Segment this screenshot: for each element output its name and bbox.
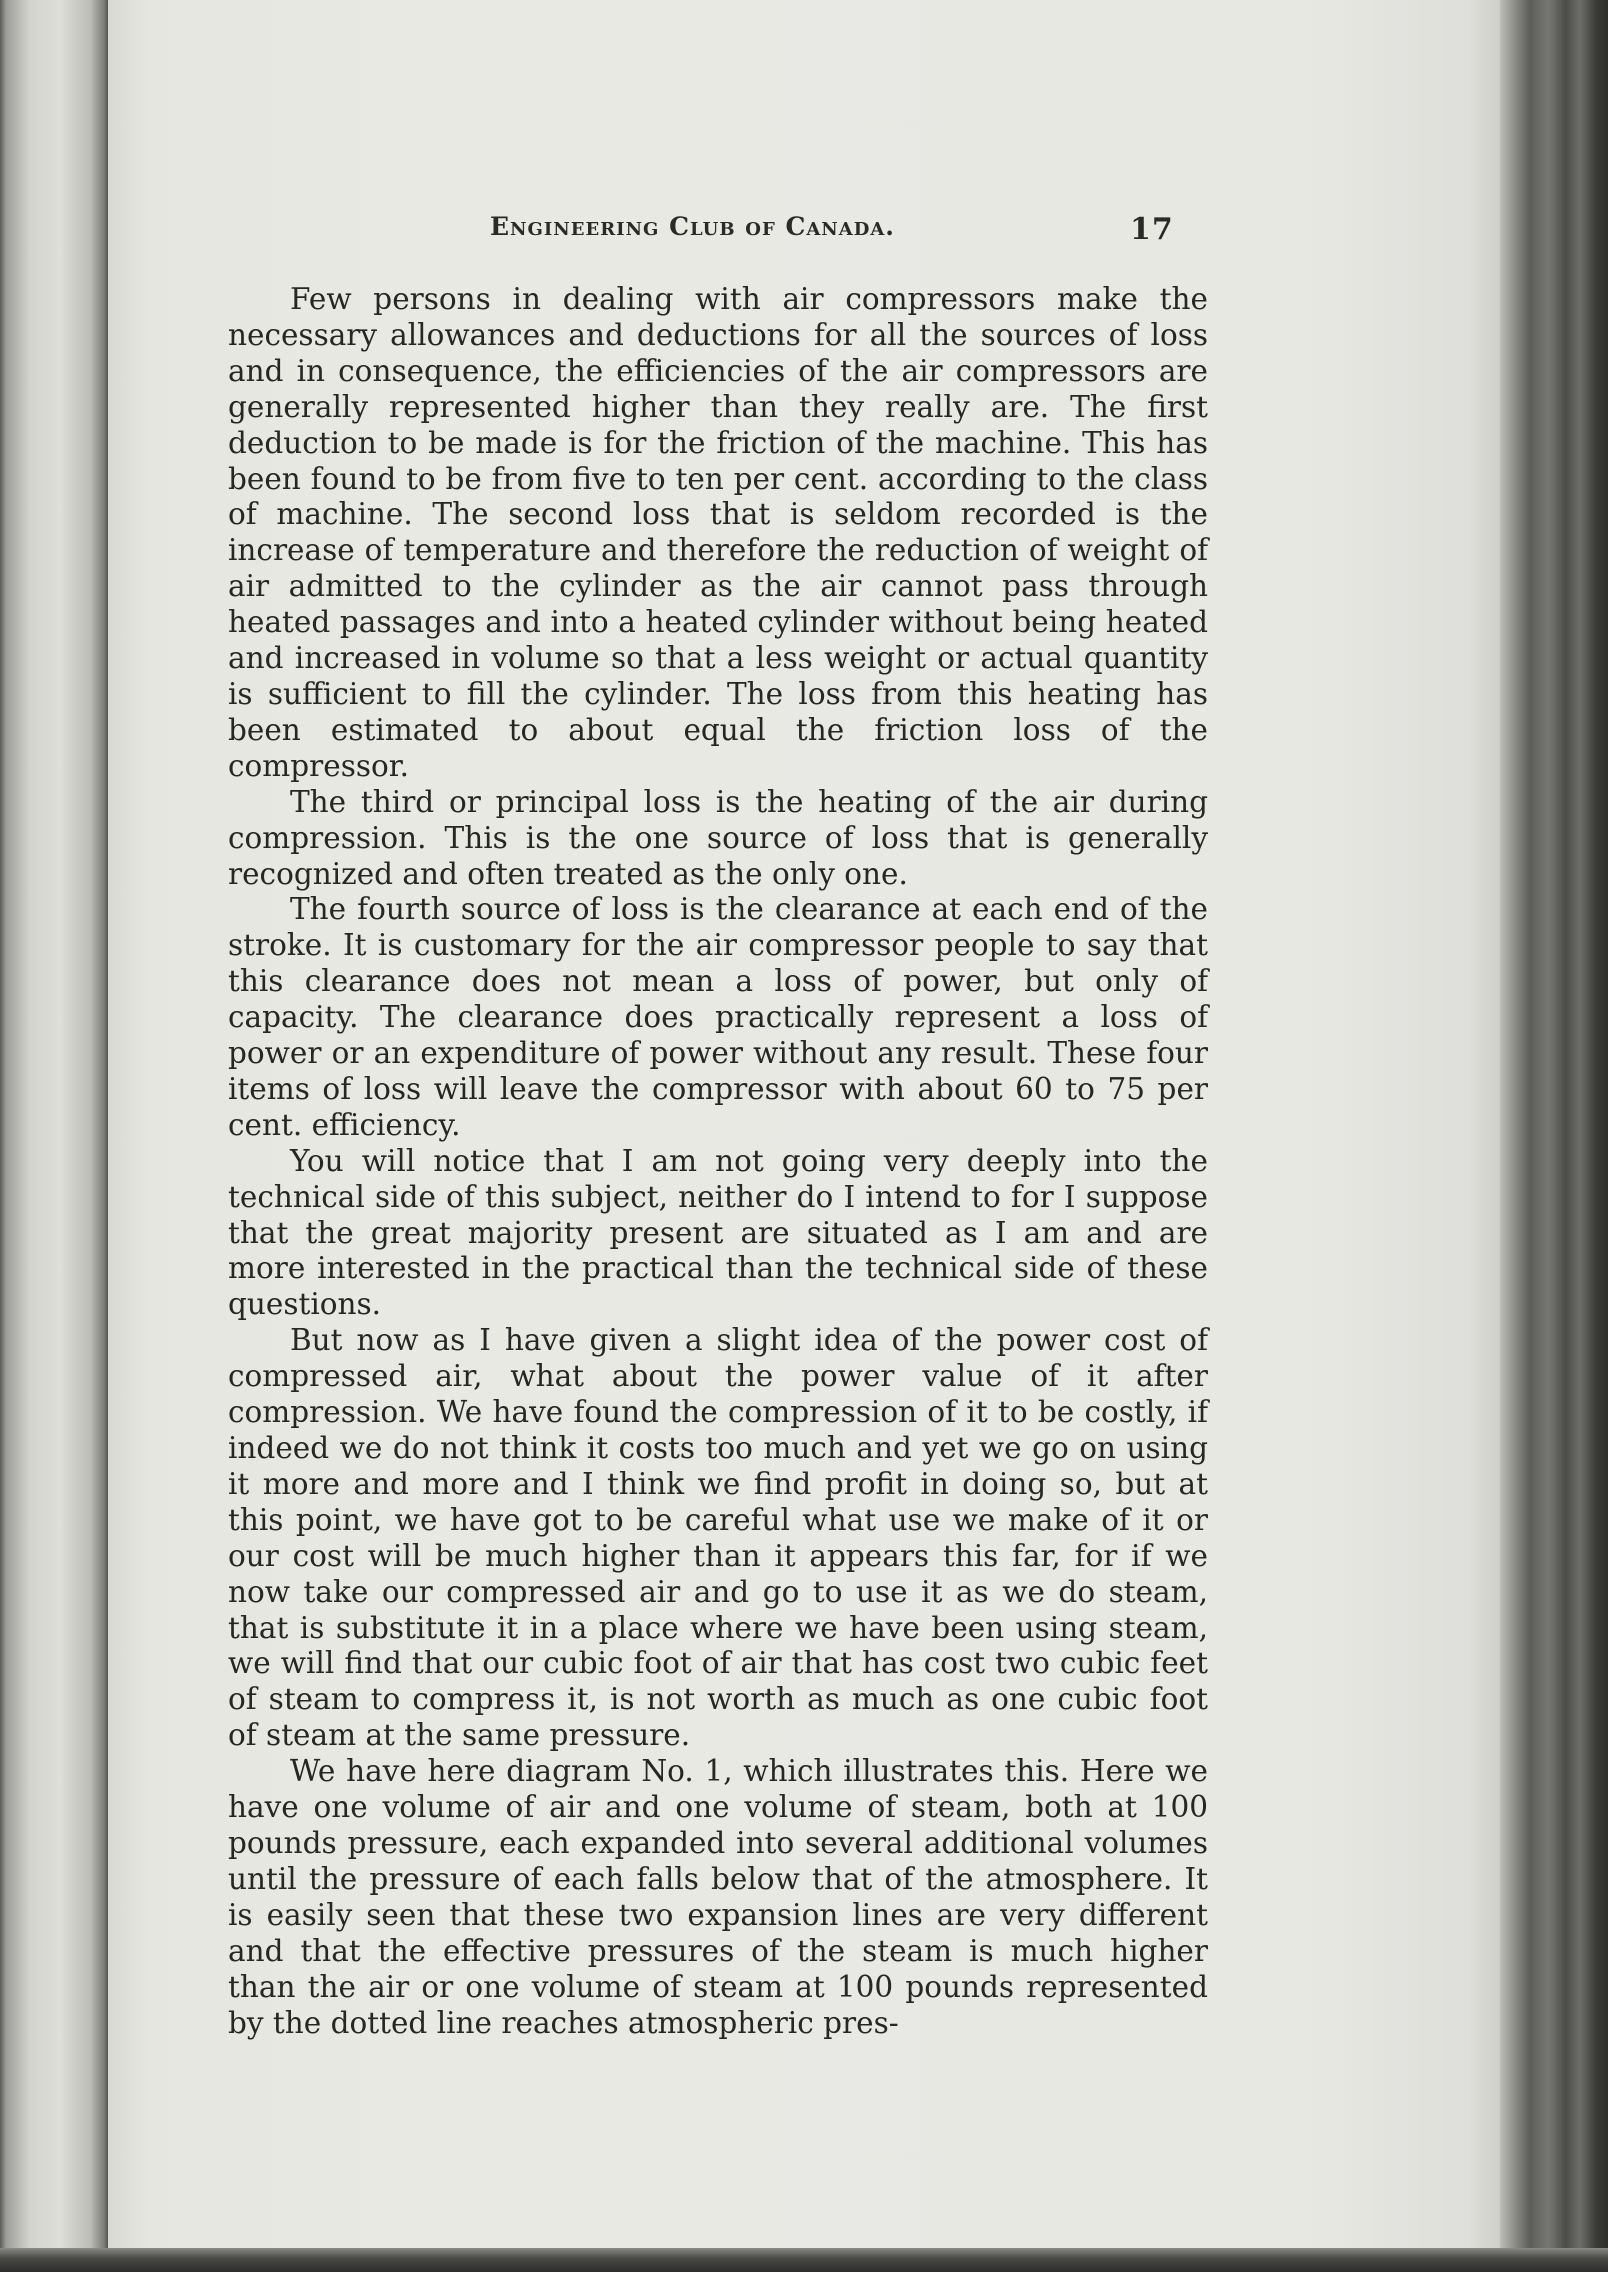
paragraph: We have here diagram No. 1, which illustrates this. Here we have one volume of air and one volume of steam, both at 100 pounds pressure, each expanded into several additional volumes until the pressure of each falls below that of the atmosphere. It is easily seen that these two expansion lines are very different and that the effective pressures of the steam is much higher than the air or one volume of steam at 100 pounds represented by the dotted line reaches atmospheric pres- xyxy=(228,1754,1208,2040)
book-bottom-edge xyxy=(0,2248,1608,2272)
paragraph: But now as I have given a slight idea of the power cost of compressed air, what about the power value of it after compression. We have found the compression of it to be costly, if indeed we do not think it costs too much and yet we go on using it more and more and I think we find profit in doing so, but at this point, we have got to be careful what use we make of it or our cost will be much higher than it appears this far, for if we now take our compressed air and go to use it as we do steam, that is substitute it in a place where we have been using steam, we will find that our cubic foot of air that has cost two cubic feet of steam to compress it, is not worth as much as one cubic foot of steam at the same pressure. xyxy=(228,1323,1208,1753)
running-title: Engineering Club of Canada. xyxy=(490,212,896,241)
paragraph: The third or principal loss is the heating of the air during compression. This is the one source of loss that is generally recognized and often treated as the only one. xyxy=(228,784,1208,891)
book-right-edge xyxy=(1500,0,1608,2272)
paragraph: Few persons in dealing with air compressors make the necessary allowances and deductions for all the sources of loss and in consequence, the efficiencies of the air compressors are generally represented higher than they really are. The first deduction to be made is for the friction of the machine. This has been found to be from five to ten per cent. according to the class of machine. The second loss that is seldom recorded is the increase of temperature and therefore the reduction of weight of air admitted to the cylinder as the air cannot pass through heated passages and into a heated cylinder without being heated and increased in volume so that a less weight or actual quantity is sufficient to fill the cylinder. The loss from this heating has been estimated to about equal the friction loss of the compressor. xyxy=(228,282,1208,783)
paragraph: The fourth source of loss is the clearance at each end of the stroke. It is customary for the air compressor people to say that this clearance does not mean a loss of power, but only of capacity. The clearance does practically represent a loss of power or an expenditure of power without any result. These four items of loss will leave the compressor with about 60 to 75 per cent. efficiency. xyxy=(228,892,1208,1142)
body-text xyxy=(228,282,1208,2041)
book-left-edge xyxy=(0,0,110,2272)
paragraph: You will notice that I am not going very deeply into the technical side of this subject, neither do I intend to for I suppose that the great majority present are situated as I am and are more interested in the practical than the technical side of these questions. xyxy=(228,1143,1208,1322)
page-number: 17 xyxy=(1130,212,1174,247)
running-header xyxy=(490,212,1190,252)
